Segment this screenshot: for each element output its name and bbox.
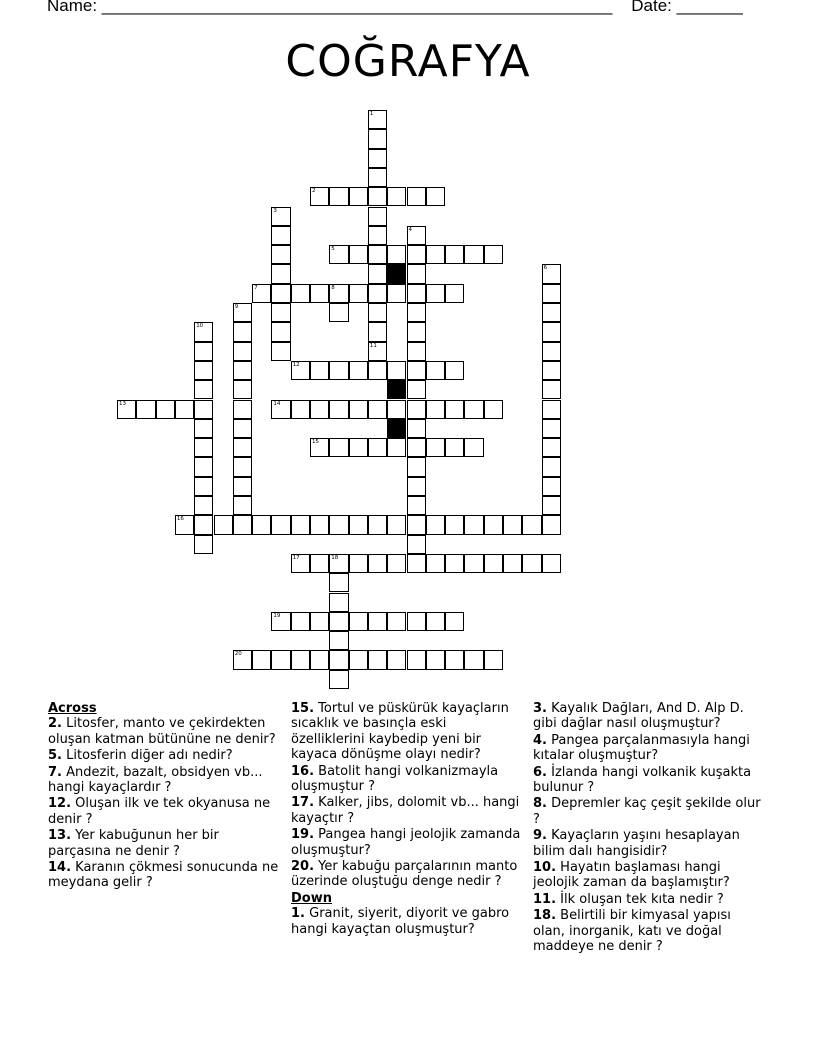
grid-cell[interactable] (194, 322, 213, 341)
grid-cell[interactable] (368, 361, 387, 380)
grid-cell[interactable] (233, 342, 252, 361)
grid-cell[interactable] (407, 380, 426, 399)
clue-number: 17 (292, 554, 300, 561)
grid-cell[interactable] (368, 149, 387, 168)
grid-cell[interactable] (368, 226, 387, 245)
grid-cell[interactable] (175, 400, 194, 419)
grid-cell[interactable] (310, 650, 329, 669)
grid-cell[interactable] (542, 400, 561, 419)
grid-cell[interactable] (407, 419, 426, 438)
grid-cell[interactable] (194, 496, 213, 515)
grid-cell[interactable] (329, 438, 348, 457)
grid-cell[interactable] (542, 496, 561, 515)
grid-cell[interactable] (310, 187, 329, 206)
grid-cell[interactable] (349, 245, 368, 264)
clues-column-1 (48, 701, 280, 892)
clue-number: 16 (176, 516, 184, 523)
grid-cell[interactable] (349, 400, 368, 419)
grid-cell[interactable] (329, 361, 348, 380)
grid-cell[interactable] (368, 284, 387, 303)
grid-cell[interactable] (387, 187, 406, 206)
clue-number: 11 (369, 342, 377, 349)
grid-cell[interactable] (329, 573, 348, 592)
grid-cell[interactable] (407, 342, 426, 361)
grid-cell[interactable] (368, 129, 387, 148)
grid-cell[interactable] (542, 284, 561, 303)
grid-cell[interactable] (542, 361, 561, 380)
grid-cell[interactable] (445, 400, 464, 419)
grid-cell[interactable] (522, 554, 541, 573)
grid-cell[interactable] (426, 284, 445, 303)
grid-cell[interactable] (233, 361, 252, 380)
clue-across-7: 7. Andezit, bazalt, obsidyen vb... hangi kayaçlardır ? (48, 764, 263, 796)
grid-cell[interactable] (387, 284, 406, 303)
down-heading: Down (291, 890, 332, 906)
clue-across-20: 20. Yer kabuğu parçalarının manto üzerinde oluştuğu denge nedir ? (291, 859, 518, 890)
grid-cell[interactable] (387, 400, 406, 419)
grid-cell[interactable] (426, 245, 445, 264)
grid-cell[interactable] (426, 361, 445, 380)
grid-cell[interactable] (233, 303, 252, 322)
clue-number: 18 (331, 554, 339, 561)
clue-number: 12 (292, 361, 300, 368)
grid-cell[interactable] (271, 342, 290, 361)
grid-cell[interactable] (349, 438, 368, 457)
grid-cell[interactable] (271, 650, 290, 669)
grid-cell[interactable] (542, 457, 561, 476)
grid-cell[interactable] (368, 168, 387, 187)
grid-cell[interactable] (329, 631, 348, 650)
clue-number: 1 (369, 111, 374, 117)
grid-cell[interactable] (407, 245, 426, 264)
grid-cell[interactable] (271, 284, 290, 303)
clue-number: 4 (408, 226, 412, 233)
grid-cell[interactable] (407, 187, 426, 206)
grid-cell[interactable] (542, 419, 561, 438)
grid-cell[interactable] (464, 245, 483, 264)
grid-cell[interactable] (426, 612, 445, 631)
grid-cell[interactable] (445, 438, 464, 457)
clue-across-12: 12. Oluşan ilk ve tek okyanusa ne denir ? (48, 796, 271, 827)
grid-cell[interactable] (368, 303, 387, 322)
grid-cell[interactable] (407, 361, 426, 380)
grid-cell[interactable] (291, 612, 310, 631)
clue-across-14: 14. Karanın çökmesi sonucunda ne meydana gelir ? (48, 860, 279, 891)
grid-cell[interactable] (445, 361, 464, 380)
grid-cell[interactable] (464, 650, 483, 669)
clue-down-8: 8. Depremler kaç çeşit şekilde olur ? (533, 796, 761, 827)
clue-across-19: 19. Pangea hangi jeolojik zamanda oluşmuştur? (291, 827, 521, 858)
grid-cell[interactable] (194, 438, 213, 457)
page-title: COĞRAFYA (285, 36, 531, 87)
clue-down-3: 3. Kayalık Dağları, And D. Alp D. gibi dağlar nasıl oluşmuştur? (533, 701, 744, 732)
grid-cell[interactable] (233, 457, 252, 476)
clue-across-2: 2. Litosfer, manto ve çekirdekten oluşan katman bütününe ne denir? (48, 716, 276, 747)
grid-cell[interactable] (349, 650, 368, 669)
grid-cell[interactable] (464, 554, 483, 573)
clue-down-11: 11. İlk oluşan tek kıta nedir ? (533, 891, 724, 907)
grid-cell[interactable] (484, 650, 503, 669)
grid-cell[interactable] (194, 515, 213, 534)
grid-cell[interactable] (387, 650, 406, 669)
grid-cell[interactable] (214, 515, 233, 534)
grid-cell[interactable] (368, 322, 387, 341)
grid-cell[interactable] (233, 496, 252, 515)
grid-cell[interactable] (271, 400, 290, 419)
clue-down-1: 1. Granit, siyerit, diyorit ve gabro hangi kayaçtan oluşmuştur? (291, 906, 510, 937)
clue-across-15: 15. Tortul ve püskürük kayaçların sıcaklık ve basınçla eski özelliklerini kaybedip yeni bir kayaca dönüşme olayı nedir? (291, 701, 509, 763)
grid-cell[interactable] (407, 264, 426, 283)
grid-cell[interactable] (233, 380, 252, 399)
grid-cell[interactable] (233, 322, 252, 341)
grid-cell[interactable] (349, 187, 368, 206)
grid-cell[interactable] (542, 264, 561, 283)
grid-cell[interactable] (329, 554, 348, 573)
clue-across-5: 5. Litosferin diğer adı nedir? (48, 748, 233, 764)
grid-cell[interactable] (464, 400, 483, 419)
grid-cell[interactable] (329, 303, 348, 322)
grid-cell[interactable] (542, 477, 561, 496)
grid-cell[interactable] (407, 226, 426, 245)
grid-cell[interactable] (194, 457, 213, 476)
grid-cell[interactable] (542, 438, 561, 457)
grid-cell[interactable] (194, 380, 213, 399)
grid-cell[interactable] (445, 612, 464, 631)
grid-cell[interactable] (542, 322, 561, 341)
clue-number: 20 (234, 651, 242, 658)
grid-cell[interactable] (252, 284, 271, 303)
grid-cell[interactable] (387, 515, 406, 534)
grid-cell[interactable] (445, 284, 464, 303)
clue-across-17: 17. Kalker, jibs, dolomit vb... hangi kayaçtır ? (291, 795, 520, 826)
grid-cell[interactable] (407, 535, 426, 554)
grid-cell[interactable] (271, 612, 290, 631)
grid-cell[interactable] (407, 612, 426, 631)
grid-cell[interactable] (407, 457, 426, 476)
grid-cell[interactable] (407, 438, 426, 457)
grid-cell[interactable] (407, 303, 426, 322)
grid-cell[interactable] (329, 187, 348, 206)
grid-cell[interactable] (445, 245, 464, 264)
grid-cell[interactable] (542, 554, 561, 573)
grid-cell[interactable] (291, 515, 310, 534)
grid-cell[interactable] (175, 515, 194, 534)
grid-cell[interactable] (310, 361, 329, 380)
clue-number: 14 (273, 400, 281, 407)
block-cell (387, 264, 406, 283)
grid-cell[interactable] (503, 515, 522, 534)
grid-cell[interactable] (233, 515, 252, 534)
grid-cell[interactable] (464, 515, 483, 534)
grid-cell[interactable] (329, 400, 348, 419)
grid-cell[interactable] (271, 245, 290, 264)
grid-cell[interactable] (426, 187, 445, 206)
grid-cell[interactable] (349, 361, 368, 380)
grid-cell[interactable] (368, 400, 387, 419)
grid-cell[interactable] (368, 187, 387, 206)
grid-cell[interactable] (407, 515, 426, 534)
grid-cell[interactable] (503, 554, 522, 573)
across-heading: Across (48, 701, 97, 716)
grid-cell[interactable] (310, 284, 329, 303)
grid-cell[interactable] (445, 515, 464, 534)
grid-cell[interactable] (407, 477, 426, 496)
grid-cell[interactable] (291, 361, 310, 380)
clue-number: 10 (196, 323, 204, 330)
grid-cell[interactable] (484, 554, 503, 573)
clue-across-16: 16. Batolit hangi volkanizmayla oluşmuştur ? (291, 763, 499, 795)
grid-cell[interactable] (233, 477, 252, 496)
grid-cell[interactable] (310, 438, 329, 457)
grid-cell[interactable] (252, 650, 271, 669)
grid-cell[interactable] (349, 612, 368, 631)
grid-cell[interactable] (407, 554, 426, 573)
grid-cell[interactable] (387, 438, 406, 457)
grid-cell[interactable] (271, 322, 290, 341)
clues-column-2 (291, 701, 523, 938)
grid-cell[interactable] (368, 554, 387, 573)
grid-cell[interactable] (426, 400, 445, 419)
grid-cell[interactable] (329, 245, 348, 264)
grid-cell[interactable] (310, 400, 329, 419)
grid-cell[interactable] (329, 515, 348, 534)
grid-cell[interactable] (407, 322, 426, 341)
grid-cell[interactable] (368, 342, 387, 361)
grid-cell[interactable] (368, 207, 387, 226)
clue-number: 19 (273, 612, 281, 619)
grid-cell[interactable] (194, 342, 213, 361)
grid-cell[interactable] (271, 226, 290, 245)
grid-cell[interactable] (387, 554, 406, 573)
grid-cell[interactable] (368, 612, 387, 631)
grid-cell[interactable] (194, 361, 213, 380)
clue-number: 5 (331, 246, 335, 253)
grid-cell[interactable] (310, 515, 329, 534)
grid-cell[interactable] (349, 284, 368, 303)
grid-cell[interactable] (387, 361, 406, 380)
clue-number: 9 (234, 304, 239, 310)
grid-cell[interactable] (329, 670, 348, 689)
grid-cell[interactable] (156, 400, 175, 419)
grid-cell[interactable] (233, 650, 252, 669)
grid-cell[interactable] (194, 400, 213, 419)
grid-cell[interactable] (387, 245, 406, 264)
grid-cell[interactable] (445, 554, 464, 573)
grid-cell[interactable] (484, 515, 503, 534)
grid-cell[interactable] (542, 380, 561, 399)
clue-number: 13 (119, 400, 126, 407)
grid-cell[interactable] (407, 496, 426, 515)
clue-down-6: 6. İzlanda hangi volkanik kuşakta bulunur ? (533, 764, 752, 796)
block-cell (387, 419, 406, 438)
grid-cell[interactable] (271, 207, 290, 226)
grid-cell[interactable] (252, 515, 271, 534)
grid-cell[interactable] (194, 535, 213, 554)
grid-cell[interactable] (387, 612, 406, 631)
grid-cell[interactable] (368, 110, 387, 129)
grid-cell[interactable] (407, 400, 426, 419)
grid-cell[interactable] (194, 419, 213, 438)
clue-number: 6 (543, 265, 548, 272)
grid-cell[interactable] (426, 515, 445, 534)
grid-cell[interactable] (542, 303, 561, 322)
clue-number: 7 (254, 284, 258, 291)
grid-cell[interactable] (271, 303, 290, 322)
grid-cell[interactable] (522, 515, 541, 534)
grid-cell[interactable] (233, 438, 252, 457)
grid-cell[interactable] (426, 438, 445, 457)
clues-column-3 (533, 701, 765, 956)
grid-cell[interactable] (542, 515, 561, 534)
grid-cell[interactable] (194, 477, 213, 496)
grid-cell[interactable] (484, 245, 503, 264)
name-date-line: Name: ______________________________________________________ Date: _______ (47, 0, 743, 15)
grid-cell[interactable] (542, 342, 561, 361)
grid-cell[interactable] (349, 554, 368, 573)
grid-cell[interactable] (233, 400, 252, 419)
grid-cell[interactable] (349, 515, 368, 534)
grid-cell[interactable] (329, 284, 348, 303)
clue-number: 2 (312, 188, 316, 195)
grid-cell[interactable] (426, 650, 445, 669)
grid-cell[interactable] (291, 400, 310, 419)
clue-down-9: 9. Kayaçların yaşını hesaplayan bilim dalı hangisidir? (533, 828, 740, 859)
grid-cell[interactable] (233, 419, 252, 438)
grid-cell[interactable] (368, 245, 387, 264)
grid-cell[interactable] (368, 438, 387, 457)
grid-cell[interactable] (310, 554, 329, 573)
grid-cell[interactable] (445, 650, 464, 669)
clue-number: 15 (312, 439, 319, 446)
grid-cell[interactable] (368, 515, 387, 534)
grid-cell[interactable] (271, 515, 290, 534)
clue-down-18: 18. Belirtili bir kimyasal yapısı olan, inorganik, katı ve doğal maddeye ne denir ? (533, 908, 731, 955)
grid-cell[interactable] (464, 438, 483, 457)
grid-cell[interactable] (329, 612, 348, 631)
grid-cell[interactable] (291, 650, 310, 669)
grid-cell[interactable] (484, 400, 503, 419)
clue-number: 8 (331, 284, 335, 291)
grid-cell[interactable] (407, 284, 426, 303)
grid-cell[interactable] (426, 554, 445, 573)
grid-cell[interactable] (329, 593, 348, 612)
clue-across-13: 13. Yer kabuğunun her bir parçasına ne denir ? (48, 828, 219, 859)
block-cell (387, 380, 406, 399)
grid-cell[interactable] (368, 264, 387, 283)
grid-cell[interactable] (291, 284, 310, 303)
grid-cell[interactable] (117, 400, 136, 419)
grid-cell[interactable] (271, 264, 290, 283)
grid-cell[interactable] (291, 554, 310, 573)
grid-cell[interactable] (407, 650, 426, 669)
grid-cell[interactable] (329, 650, 348, 669)
grid-cell[interactable] (310, 612, 329, 631)
clue-down-10: 10. Hayatın başlaması hangi jeolojik zaman da başlamıştır? (533, 860, 730, 891)
clue-number: 3 (273, 207, 277, 214)
grid-cell[interactable] (136, 400, 155, 419)
clue-down-4: 4. Pangea parçalanmasıyla hangi kıtalar oluşmuştur? (533, 732, 750, 764)
grid-cell[interactable] (368, 650, 387, 669)
